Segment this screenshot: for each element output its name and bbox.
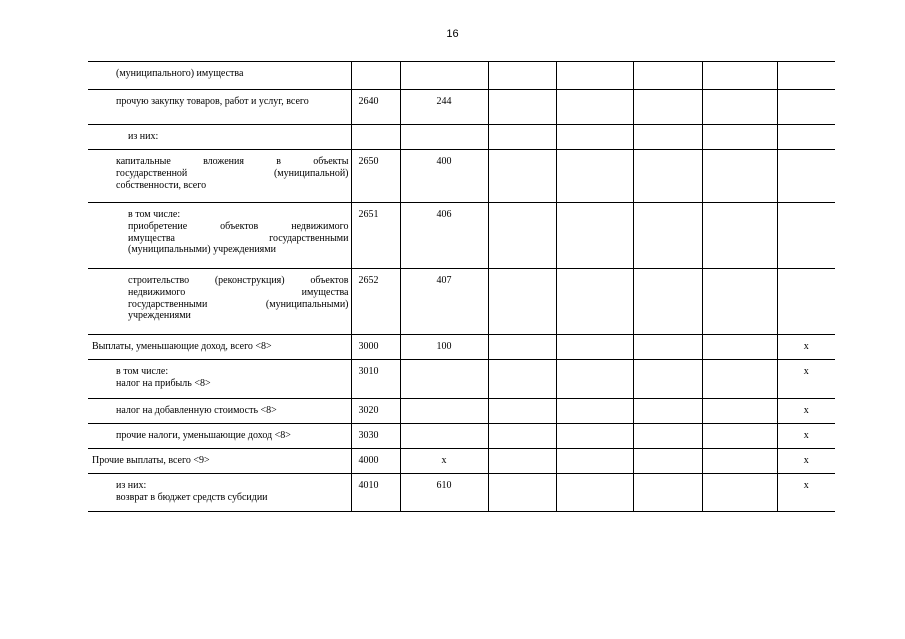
- row-classification-code: [401, 62, 488, 68]
- row-value-cell: [556, 335, 633, 360]
- row-code: 2651: [358, 209, 379, 220]
- row-last-value: [778, 125, 836, 131]
- row-label-cell: [88, 399, 351, 424]
- row-last-value: [778, 62, 836, 68]
- row-classification-code: 610: [436, 480, 452, 491]
- row-label-line: строительство (реконструкция) объектов: [128, 275, 349, 286]
- row-code-cell: [351, 125, 400, 150]
- row-value-cell: [556, 125, 633, 150]
- row-value-cell: [556, 424, 633, 449]
- row-last-value: x: [803, 430, 809, 441]
- row-last-value-cell: [777, 360, 835, 399]
- row-value-cell: [633, 203, 702, 269]
- row-last-value-cell: [777, 62, 835, 90]
- row-value-cell: [488, 474, 556, 512]
- row-value-cell: [633, 399, 702, 424]
- row-classification-code: 100: [436, 341, 452, 352]
- row-classification-code-cell: [400, 90, 488, 125]
- row-code-cell: [351, 269, 400, 335]
- row-label-line: возврат в бюджет средств субсидии: [116, 491, 268, 503]
- row-label-cell: [88, 62, 351, 90]
- row-code: 2652: [358, 275, 379, 286]
- row-code: 3030: [358, 430, 379, 441]
- table-row: [88, 62, 835, 90]
- row-code-cell: [351, 335, 400, 360]
- row-last-value-cell: [777, 399, 835, 424]
- row-value-cell: [702, 474, 777, 512]
- row-value-cell: [702, 449, 777, 474]
- row-value-cell: [702, 399, 777, 424]
- row-value-cell: [702, 424, 777, 449]
- row-value-cell: [633, 335, 702, 360]
- row-label-line: государственными (муниципальными): [128, 298, 349, 310]
- row-label-cell: [88, 90, 351, 125]
- row-label-line: прочую закупку товаров, работ и услуг, всего: [116, 96, 309, 107]
- row-last-value: [778, 269, 836, 275]
- row-value-cell: [556, 399, 633, 424]
- row-code-cell: [351, 399, 400, 424]
- row-last-value: x: [803, 480, 809, 491]
- row-value-cell: [633, 125, 702, 150]
- row-label-cell: [88, 125, 351, 150]
- row-label-cell: [88, 335, 351, 360]
- row-last-value-cell: [777, 203, 835, 269]
- row-last-value: [778, 90, 836, 96]
- row-value-cell: [633, 269, 702, 335]
- table-row: [88, 90, 835, 125]
- row-last-value: x: [803, 341, 809, 352]
- row-classification-code: 407: [436, 275, 452, 286]
- row-value-cell: [556, 449, 633, 474]
- row-value-cell: [556, 269, 633, 335]
- row-label-cell: [88, 269, 351, 335]
- row-code-cell: [351, 360, 400, 399]
- row-label-line: (муниципальными) учреждениями: [128, 244, 276, 256]
- row-label-line: государственной (муниципальной): [116, 167, 349, 179]
- report-table-body: [88, 62, 835, 512]
- row-last-value: x: [803, 455, 809, 466]
- row-code: 2640: [358, 96, 379, 107]
- row-value-cell: [488, 360, 556, 399]
- row-classification-code-cell: [400, 399, 488, 424]
- row-code: 2650: [358, 156, 379, 167]
- row-last-value: [778, 203, 836, 209]
- row-value-cell: [702, 360, 777, 399]
- row-value-cell: [702, 269, 777, 335]
- row-label-cell: [88, 424, 351, 449]
- row-label-cell: [88, 203, 351, 269]
- row-code: [352, 62, 400, 68]
- row-classification-code: 400: [436, 156, 452, 167]
- row-code-cell: [351, 449, 400, 474]
- row-label-line: учреждениями: [128, 310, 191, 322]
- table-row: [88, 269, 835, 335]
- row-value-cell: [488, 335, 556, 360]
- row-label-line: приобретение объектов недвижимого: [128, 220, 349, 232]
- row-label-line: из них:: [128, 131, 159, 142]
- row-value-cell: [633, 150, 702, 203]
- row-label-line: налог на прибыль <8>: [116, 377, 211, 389]
- row-classification-code: 244: [436, 96, 452, 107]
- row-label-line: имущества государственными: [128, 232, 349, 244]
- row-value-cell: [702, 90, 777, 125]
- row-classification-code: 406: [436, 209, 452, 220]
- row-label-line: собственности, всего: [116, 179, 207, 191]
- page-number: 16: [446, 28, 459, 40]
- row-value-cell: [488, 203, 556, 269]
- table-row: [88, 474, 835, 512]
- row-label-line: (муниципального) имущества: [116, 68, 244, 79]
- row-classification-code-cell: [400, 474, 488, 512]
- row-classification-code-cell: [400, 424, 488, 449]
- row-code-cell: [351, 90, 400, 125]
- row-value-cell: [556, 62, 633, 90]
- row-code-cell: [351, 203, 400, 269]
- row-value-cell: [556, 360, 633, 399]
- row-label-line: Прочие выплаты, всего <9>: [92, 455, 210, 466]
- row-value-cell: [488, 424, 556, 449]
- row-classification-code-cell: [400, 360, 488, 399]
- financial-report-table: [88, 61, 835, 512]
- row-classification-code-cell: [400, 150, 488, 203]
- row-value-cell: [702, 150, 777, 203]
- row-label-cell: [88, 474, 351, 512]
- row-last-value-cell: [777, 424, 835, 449]
- row-value-cell: [702, 203, 777, 269]
- row-last-value-cell: [777, 474, 835, 512]
- row-label-line: недвижимого имущества: [128, 286, 349, 298]
- row-classification-code-cell: [400, 449, 488, 474]
- row-code-cell: [351, 474, 400, 512]
- table-row: [88, 335, 835, 360]
- row-value-cell: [488, 150, 556, 203]
- row-value-cell: [702, 335, 777, 360]
- row-label-line: из них:: [116, 480, 147, 491]
- row-classification-code-cell: [400, 203, 488, 269]
- table-row: [88, 449, 835, 474]
- row-label-line: налог на добавленную стоимость <8>: [116, 405, 277, 416]
- row-value-cell: [702, 125, 777, 150]
- row-last-value-cell: [777, 150, 835, 203]
- table-row: [88, 399, 835, 424]
- row-code-cell: [351, 424, 400, 449]
- row-last-value: x: [803, 405, 809, 416]
- row-classification-code: [401, 125, 488, 131]
- row-value-cell: [633, 360, 702, 399]
- row-classification-code: x: [441, 455, 447, 466]
- row-last-value-cell: [777, 449, 835, 474]
- row-code-cell: [351, 150, 400, 203]
- row-code-cell: [351, 62, 400, 90]
- row-code: 4010: [358, 480, 379, 491]
- row-value-cell: [488, 269, 556, 335]
- row-label-line: в том числе:: [128, 209, 181, 220]
- row-label-cell: [88, 150, 351, 203]
- row-code: [352, 125, 400, 131]
- row-label-line: в том числе:: [116, 366, 169, 377]
- row-last-value-cell: [777, 269, 835, 335]
- table-row: [88, 360, 835, 399]
- row-value-cell: [488, 125, 556, 150]
- row-label-line: Выплаты, уменьшающие доход, всего <8>: [92, 341, 272, 352]
- row-last-value: x: [803, 366, 809, 377]
- row-value-cell: [633, 424, 702, 449]
- table-row: [88, 424, 835, 449]
- row-code: 3000: [358, 341, 379, 352]
- row-value-cell: [702, 62, 777, 90]
- row-code: 3020: [358, 405, 379, 416]
- row-last-value-cell: [777, 125, 835, 150]
- row-last-value-cell: [777, 90, 835, 125]
- row-value-cell: [488, 449, 556, 474]
- table-row: [88, 125, 835, 150]
- row-classification-code-cell: [400, 62, 488, 90]
- row-label-line: прочие налоги, уменьшающие доход <8>: [116, 430, 291, 441]
- row-code: 4000: [358, 455, 379, 466]
- row-label-cell: [88, 360, 351, 399]
- row-value-cell: [488, 90, 556, 125]
- row-value-cell: [633, 90, 702, 125]
- row-value-cell: [633, 62, 702, 90]
- row-value-cell: [556, 474, 633, 512]
- table-row: [88, 203, 835, 269]
- row-value-cell: [488, 62, 556, 90]
- row-value-cell: [633, 474, 702, 512]
- row-value-cell: [488, 399, 556, 424]
- row-label-line: капитальные вложения в объекты: [116, 156, 349, 167]
- row-last-value: [778, 150, 836, 156]
- row-value-cell: [633, 449, 702, 474]
- row-classification-code: [401, 424, 488, 430]
- row-classification-code-cell: [400, 269, 488, 335]
- row-classification-code: [401, 399, 488, 405]
- row-value-cell: [556, 150, 633, 203]
- table-row: [88, 150, 835, 203]
- row-classification-code-cell: [400, 335, 488, 360]
- row-last-value-cell: [777, 335, 835, 360]
- row-value-cell: [556, 90, 633, 125]
- row-classification-code: [401, 360, 488, 366]
- row-classification-code-cell: [400, 125, 488, 150]
- row-label-cell: [88, 449, 351, 474]
- row-value-cell: [556, 203, 633, 269]
- row-code: 3010: [358, 366, 379, 377]
